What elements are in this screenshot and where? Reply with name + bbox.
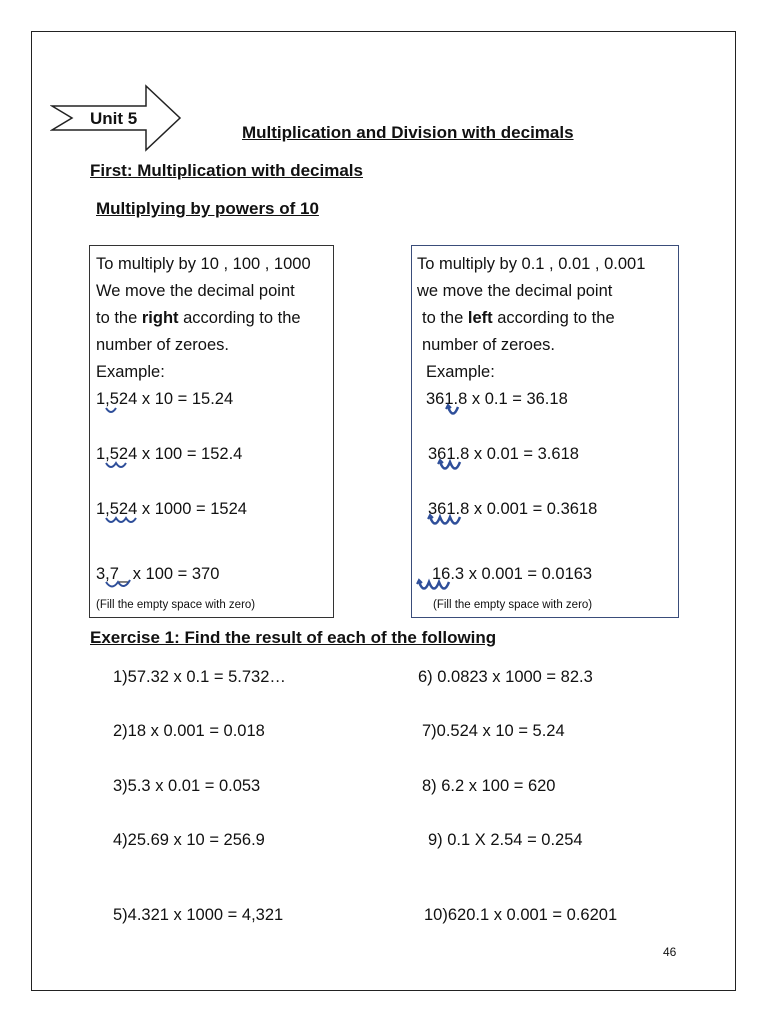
left-rule-line-4: number of zeroes.: [96, 336, 229, 354]
right-note: (Fill the empty space with zero): [433, 599, 593, 611]
section-heading: First: Multiplication with decimals: [90, 161, 363, 180]
right-rule-line-3: to the left according to the: [422, 309, 615, 327]
right-example-label: Example:: [426, 363, 495, 381]
right-example-4: 16.3 x 0.001 = 0.0163: [432, 565, 593, 583]
right-rule-line-2: we move the decimal point: [417, 282, 613, 300]
exercise-item-9: 9) 0.1 X 2.54 = 0.254: [428, 831, 583, 849]
exercise-item-5: 5)4.321 x 1000 = 4,321: [113, 906, 284, 924]
left-example-1: 1,524 x 10 = 15.24: [96, 390, 234, 408]
page-title: Multiplication and Division with decimals: [242, 123, 574, 142]
decimal-hop-mark: [446, 403, 462, 421]
right-example-2: 361.8 x 0.01 = 3.618: [428, 445, 579, 463]
right-rule-line-1: To multiply by 0.1 , 0.01 , 0.001: [417, 255, 646, 273]
left-example-4: 3,7_ x 100 = 370: [96, 565, 220, 583]
decimal-hop-mark: [104, 578, 138, 592]
left-example-2: 1,524 x 100 = 152.4: [96, 445, 243, 463]
decimal-hop-mark: [104, 515, 144, 527]
right-example-1: 361.8 x 0.1 = 36.18: [426, 390, 568, 408]
subsection-heading: Multiplying by powers of 10: [96, 199, 319, 218]
exercise-heading: Exercise 1: Find the result of each of the following: [90, 628, 497, 647]
exercise-item-3: 3)5.3 x 0.01 = 0.053: [113, 777, 261, 795]
left-rule-line-1: To multiply by 10 , 100 , 1000: [96, 255, 311, 273]
exercise-item-10: 10)620.1 x 0.001 = 0.6201: [424, 906, 618, 924]
left-example-label: Example:: [96, 363, 165, 381]
decimal-hop-mark: [104, 405, 124, 417]
exercise-item-2: 2)18 x 0.001 = 0.018: [113, 722, 265, 740]
left-example-3: 1,524 x 1000 = 1524: [96, 500, 247, 518]
decimal-hop-mark: [104, 460, 134, 472]
right-rule-line-4: number of zeroes.: [422, 336, 555, 354]
exercise-item-4: 4)25.69 x 10 = 256.9: [113, 831, 265, 849]
left-rule-line-2: We move the decimal point: [96, 282, 295, 300]
page-number: 46: [663, 945, 677, 959]
decimal-hop-mark: [428, 513, 464, 531]
exercise-item-8: 8) 6.2 x 100 = 620: [422, 777, 556, 795]
right-example-3: 361.8 x 0.001 = 0.3618: [428, 500, 598, 518]
unit-label: Unit 5: [90, 109, 138, 128]
exercise-item-6: 6) 0.0823 x 1000 = 82.3: [418, 668, 593, 686]
decimal-hop-mark: [417, 578, 453, 596]
decimal-hop-mark: [438, 458, 466, 476]
left-note: (Fill the empty space with zero): [96, 599, 256, 611]
exercise-item-1: 1)57.32 x 0.1 = 5.732…: [113, 668, 286, 686]
left-rule-line-3: to the right according to the: [96, 309, 301, 327]
exercise-item-7: 7)0.524 x 10 = 5.24: [422, 722, 565, 740]
